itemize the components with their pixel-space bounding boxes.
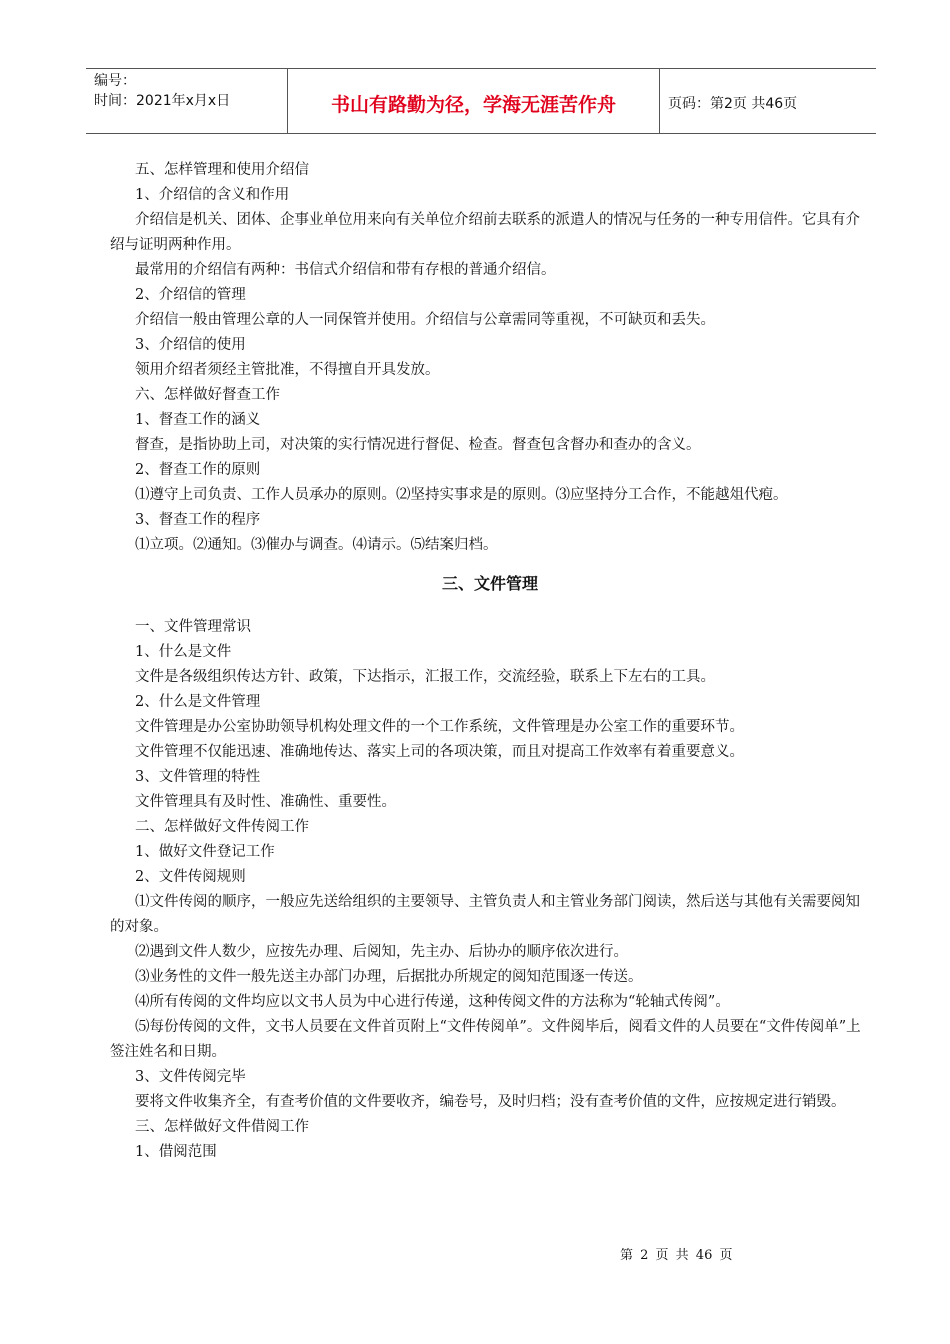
paragraph: 介绍信是机关、团体、企事业单位用来向有关单位介绍前去联系的派遣人的情况与任务的一种专用信件。它具有介绍与证明两种作用。	[110, 212, 860, 253]
paragraph: ⑴文件传阅的顺序，一般应先送给组织的主要领导、主管负责人和主管业务部门阅读，然后送与其他有关需要阅知的对象。	[110, 894, 860, 935]
paragraph: 五、怎样管理和使用介绍信	[135, 162, 309, 178]
paragraph: 2、什么是文件管理	[135, 694, 261, 710]
paragraph: 要将文件收集齐全，有查考价值的文件要收齐，编卷号，及时归档；没有查考价值的文件，应按规定进行销毁。	[135, 1094, 846, 1110]
paragraph: 介绍信一般由管理公章的人一同保管并使用。介绍信与公章需同等重视，不可缺页和丢失。	[135, 312, 715, 328]
paragraph: 3、督查工作的程序	[135, 512, 261, 528]
paragraph: 3、介绍信的使用	[135, 337, 246, 353]
paragraph: 文件管理具有及时性、准确性、重要性。	[135, 794, 396, 810]
paragraph: 领用介绍者须经主管批准，不得擅自开具发放。	[135, 362, 440, 378]
paragraph: 1、借阅范围	[135, 1144, 217, 1160]
header-motto: 书山有路勤为径，学海无涯苦作舟	[288, 69, 660, 133]
paragraph: 2、介绍信的管理	[135, 287, 246, 303]
paragraph: 督查，是指协助上司，对决策的实行情况进行督促、检查。督查包含督办和查办的含义。	[135, 437, 701, 453]
paragraph: 3、文件管理的特性	[135, 769, 261, 785]
header-meta	[86, 69, 288, 133]
document-body	[110, 158, 870, 1165]
paragraph: ⑶业务性的文件一般先送主办部门办理，后据批办所规定的阅知范围逐一传送。	[135, 969, 643, 985]
paragraph: ⑵遇到文件人数少，应按先办理、后阅知，先主办、后协办的顺序依次进行。	[135, 944, 628, 960]
paragraph: 最常用的介绍信有两种：书信式介绍信和带有存根的普通介绍信。	[135, 262, 556, 278]
paragraph: 三、怎样做好文件借阅工作	[135, 1119, 309, 1135]
paragraph: 六、怎样做好督查工作	[135, 387, 280, 403]
paragraph: 1、什么是文件	[135, 644, 232, 660]
paragraph: 文件管理不仅能迅速、准确地传达、落实上司的各项决策，而且对提高工作效率有着重要意义。	[135, 744, 744, 760]
header-page-label: 页码：第2页 共46页	[668, 96, 798, 112]
paragraph: ⑸每份传阅的文件，文书人员要在文件首页附上“文件传阅单”。文件阅毕后，阅看文件的人员要在“文件传阅单”上签注姓名和日期。	[110, 1019, 861, 1060]
paragraph: 3、文件传阅完毕	[135, 1069, 246, 1085]
paragraph: 二、怎样做好文件传阅工作	[135, 819, 309, 835]
paragraph: 文件管理是办公室协助领导机构处理文件的一个工作系统，文件管理是办公室工作的重要环节。	[135, 719, 744, 735]
paragraph: 1、督查工作的涵义	[135, 412, 261, 428]
section-heading: 三、文件管理	[441, 574, 538, 593]
paragraph: 2、督查工作的原则	[135, 462, 261, 478]
time-label: 时间：2021年x月x日	[94, 93, 231, 109]
paragraph: 2、文件传阅规则	[135, 869, 246, 885]
footer-page-number: 第 2 页 共 46 页	[620, 1248, 733, 1263]
paragraph: 文件是各级组织传达方针、政策，下达指示，汇报工作，交流经验，联系上下左右的工具。	[135, 669, 715, 685]
serial-label: 编号：	[94, 73, 136, 89]
paragraph: 1、介绍信的含义和作用	[135, 187, 290, 203]
paragraph: ⑴遵守上司负责、工作人员承办的原则。⑵坚持实事求是的原则。⑶应坚持分工合作，不能越俎代疱。	[135, 487, 788, 503]
paragraph: ⑷所有传阅的文件均应以文书人员为中心进行传递，这种传阅文件的方法称为“轮轴式传阅”。	[135, 994, 730, 1010]
paragraph: 一、文件管理常识	[135, 619, 251, 635]
paragraph: ⑴立项。⑵通知。⑶催办与调查。⑷请示。⑸结案归档。	[135, 537, 498, 553]
paragraph: 1、做好文件登记工作	[135, 844, 275, 860]
page-header	[86, 68, 876, 134]
